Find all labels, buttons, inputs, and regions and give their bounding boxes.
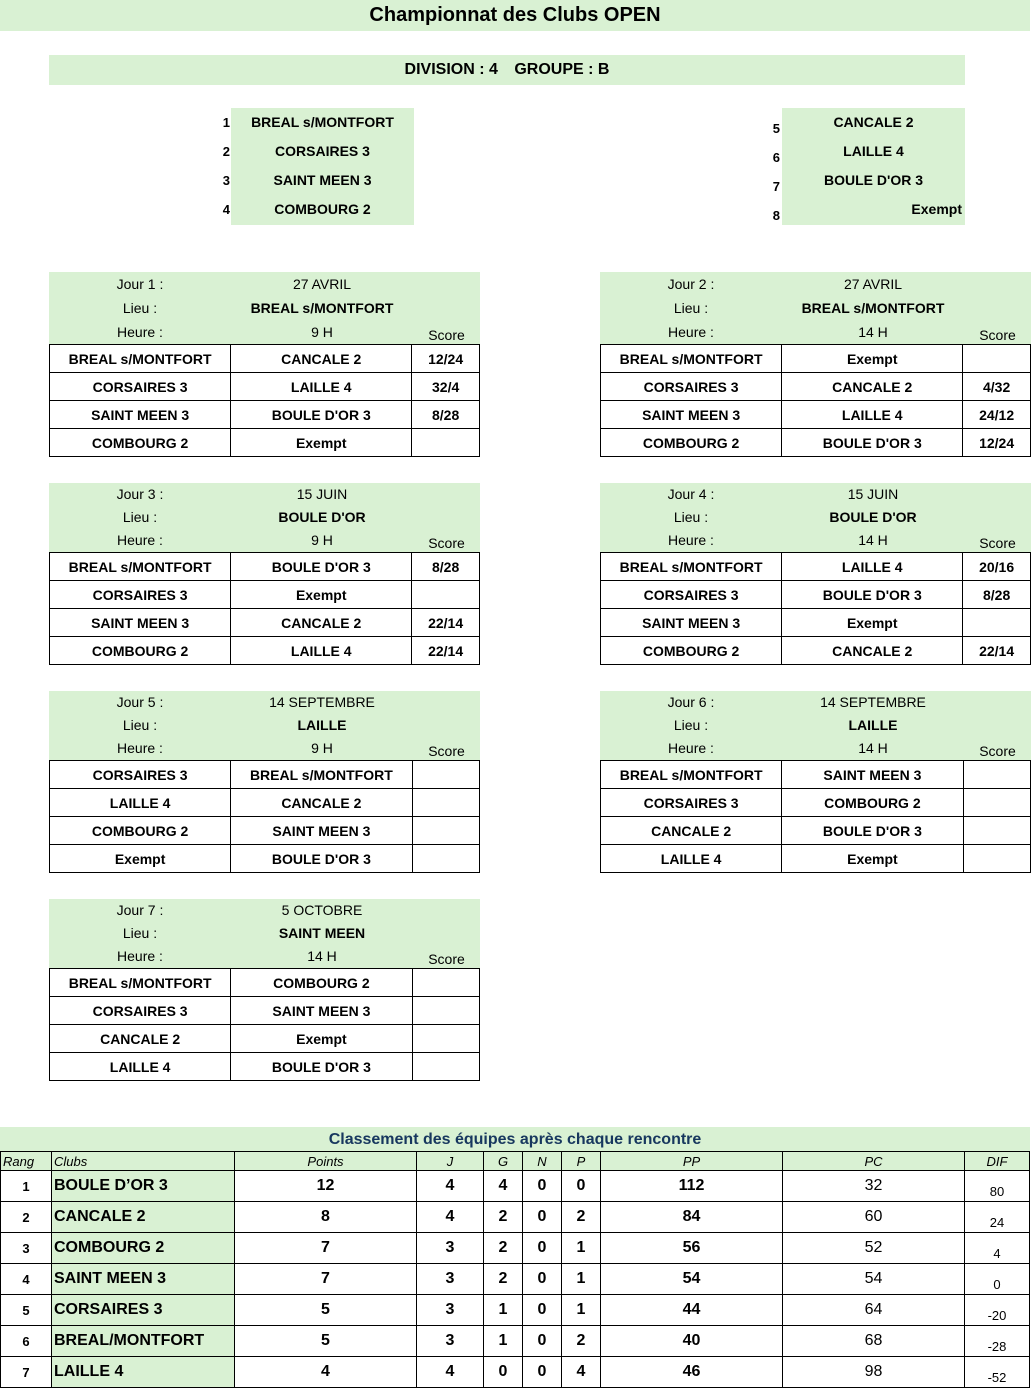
match-score: [412, 1053, 479, 1081]
day-date: 5 OCTOBRE: [281, 902, 363, 918]
team-number: 1: [222, 115, 230, 130]
heure-label: Heure :: [668, 532, 714, 548]
day-heure: 14 H: [858, 532, 888, 548]
points-for: 112: [601, 1171, 783, 1202]
day-label: Jour 4 :: [667, 486, 715, 502]
match-score: 12/24: [412, 345, 480, 373]
lost: 2: [562, 1326, 601, 1357]
points: 7: [235, 1233, 417, 1264]
day-header: [600, 272, 1031, 344]
match-table: [600, 344, 1031, 457]
away-team: LAILLE 4: [231, 637, 412, 665]
day-label: Jour 2 :: [667, 276, 715, 292]
away-team: CANCALE 2: [231, 789, 412, 817]
rank: 1: [1, 1171, 52, 1202]
match-row: [601, 373, 1031, 401]
groupe-label: GROUPE : B: [514, 61, 610, 78]
away-team: BOULE D'OR 3: [782, 817, 963, 845]
points-against: 32: [783, 1171, 965, 1202]
difference: -20: [965, 1295, 1030, 1326]
match-score: [963, 761, 1030, 789]
played: 3: [417, 1326, 484, 1357]
points: 8: [235, 1202, 417, 1233]
lieu-label: Lieu :: [673, 300, 709, 316]
match-row: [601, 817, 1031, 845]
score-label: Score: [428, 743, 465, 759]
day-heure: 9 H: [311, 324, 333, 340]
lost: 0: [562, 1171, 601, 1202]
match-row: [601, 609, 1031, 637]
team-name: CANCALE 2: [833, 114, 914, 130]
day-lieu: BOULE D'OR: [829, 509, 917, 525]
match-table: [49, 344, 480, 457]
match-row: [50, 761, 480, 789]
day-date: 27 AVRIL: [843, 276, 903, 292]
away-team: Exempt: [782, 845, 963, 873]
away-team: SAINT MEEN 3: [782, 761, 963, 789]
lost: 1: [562, 1295, 601, 1326]
away-team: CANCALE 2: [782, 373, 963, 401]
home-team: LAILLE 4: [601, 845, 782, 873]
away-team: LAILLE 4: [782, 401, 963, 429]
won: 0: [484, 1357, 523, 1388]
difference: 80: [965, 1171, 1030, 1202]
home-team: SAINT MEEN 3: [601, 609, 782, 637]
lieu-label: Lieu :: [122, 925, 158, 941]
score-label: Score: [428, 327, 465, 343]
match-score: [412, 789, 479, 817]
header-rang: Rang: [1, 1152, 52, 1171]
drawn: 0: [523, 1326, 562, 1357]
match-score: [963, 817, 1030, 845]
match-score: 4/32: [963, 373, 1031, 401]
drawn: 0: [523, 1295, 562, 1326]
match-table: [600, 760, 1031, 873]
team-number: 8: [772, 208, 780, 223]
match-row: [601, 637, 1031, 665]
played: 4: [417, 1202, 484, 1233]
played: 3: [417, 1264, 484, 1295]
away-team: CANCALE 2: [782, 637, 963, 665]
rank: 6: [1, 1326, 52, 1357]
home-team: CORSAIRES 3: [50, 581, 231, 609]
match-row: [601, 581, 1031, 609]
played: 3: [417, 1233, 484, 1264]
match-row: [601, 761, 1031, 789]
points-for: 46: [601, 1357, 783, 1388]
points-for: 84: [601, 1202, 783, 1233]
day-header: [49, 899, 480, 968]
heure-label: Heure :: [117, 532, 163, 548]
ranking-row: [1, 1295, 1030, 1326]
lieu-label: Lieu :: [122, 717, 158, 733]
club-name: CORSAIRES 3: [52, 1295, 235, 1326]
match-score: [412, 969, 479, 997]
home-team: CORSAIRES 3: [601, 373, 782, 401]
difference: 24: [965, 1202, 1030, 1233]
won: 2: [484, 1202, 523, 1233]
header-p: P: [562, 1152, 601, 1171]
team-number: 6: [772, 150, 780, 165]
won: 1: [484, 1295, 523, 1326]
heure-label: Heure :: [668, 740, 714, 756]
match-row: [50, 581, 480, 609]
away-team: Exempt: [231, 429, 412, 457]
match-row: [50, 429, 480, 457]
away-team: CANCALE 2: [231, 609, 412, 637]
lost: 4: [562, 1357, 601, 1388]
away-team: BREAL s/MONTFORT: [231, 761, 412, 789]
away-team: LAILLE 4: [231, 373, 412, 401]
won: 1: [484, 1326, 523, 1357]
day-lieu: BREAL s/MONTFORT: [250, 300, 394, 316]
points-for: 56: [601, 1233, 783, 1264]
team-name: Exempt: [911, 201, 962, 217]
match-table: [49, 760, 480, 873]
match-row: [601, 845, 1031, 873]
home-team: COMBOURG 2: [601, 429, 782, 457]
match-row: [601, 789, 1031, 817]
match-score: 20/16: [963, 553, 1031, 581]
match-score: 22/14: [412, 637, 480, 665]
drawn: 0: [523, 1171, 562, 1202]
team-number: 4: [222, 202, 230, 217]
header-pc: PC: [783, 1152, 965, 1171]
club-name: BOULE D’OR 3: [52, 1171, 235, 1202]
match-row: [50, 1053, 480, 1081]
home-team: BREAL s/MONTFORT: [50, 345, 231, 373]
won: 4: [484, 1171, 523, 1202]
match-row: [601, 429, 1031, 457]
header-pp: PP: [601, 1152, 783, 1171]
heure-label: Heure :: [668, 324, 714, 340]
home-team: BREAL s/MONTFORT: [50, 969, 231, 997]
home-team: BREAL s/MONTFORT: [50, 553, 231, 581]
match-score: 8/28: [412, 553, 480, 581]
played: 4: [417, 1357, 484, 1388]
day-header: [600, 691, 1031, 760]
points-for: 54: [601, 1264, 783, 1295]
away-team: SAINT MEEN 3: [231, 997, 412, 1025]
home-team: BREAL s/MONTFORT: [601, 761, 782, 789]
match-row: [50, 401, 480, 429]
club-name: COMBOURG 2: [52, 1233, 235, 1264]
home-team: BREAL s/MONTFORT: [601, 345, 782, 373]
home-team: CANCALE 2: [50, 1025, 231, 1053]
match-score: [412, 845, 479, 873]
match-row: [50, 373, 480, 401]
home-team: CORSAIRES 3: [601, 789, 782, 817]
match-row: [601, 401, 1031, 429]
drawn: 0: [523, 1357, 562, 1388]
home-team: CORSAIRES 3: [50, 761, 231, 789]
home-team: BREAL s/MONTFORT: [601, 553, 782, 581]
ranking-row: [1, 1171, 1030, 1202]
away-team: COMBOURG 2: [782, 789, 963, 817]
team-name: CORSAIRES 3: [275, 143, 370, 159]
score-label: Score: [979, 743, 1016, 759]
score-label: Score: [428, 535, 465, 551]
away-team: BOULE D'OR 3: [231, 553, 412, 581]
heure-label: Heure :: [117, 324, 163, 340]
match-score: [412, 997, 479, 1025]
match-score: [412, 1025, 479, 1053]
heure-label: Heure :: [117, 948, 163, 964]
match-row: [50, 845, 480, 873]
day-date: 15 JUIN: [296, 486, 348, 502]
match-score: 22/14: [412, 609, 480, 637]
drawn: 0: [523, 1264, 562, 1295]
match-score: [412, 429, 480, 457]
lieu-label: Lieu :: [122, 300, 158, 316]
match-row: [50, 817, 480, 845]
played: 4: [417, 1171, 484, 1202]
club-name: SAINT MEEN 3: [52, 1264, 235, 1295]
club-name: LAILLE 4: [52, 1357, 235, 1388]
points-against: 54: [783, 1264, 965, 1295]
difference: 0: [965, 1264, 1030, 1295]
day-header: [600, 483, 1031, 552]
match-row: [50, 789, 480, 817]
day-label: Jour 3 :: [116, 486, 164, 502]
day-lieu: LAILLE: [297, 717, 347, 733]
day-date: 15 JUIN: [847, 486, 899, 502]
home-team: Exempt: [50, 845, 231, 873]
match-table: [49, 968, 480, 1081]
day-header: [49, 483, 480, 552]
points-against: 52: [783, 1233, 965, 1264]
points: 4: [235, 1357, 417, 1388]
score-label: Score: [979, 327, 1016, 343]
points-for: 44: [601, 1295, 783, 1326]
match-score: 8/28: [412, 401, 480, 429]
team-name: LAILLE 4: [843, 143, 904, 159]
away-team: Exempt: [782, 609, 963, 637]
day-label: Jour 5 :: [116, 694, 164, 710]
match-score: [412, 761, 479, 789]
match-score: 8/28: [963, 581, 1031, 609]
away-team: BOULE D'OR 3: [231, 1053, 412, 1081]
match-row: [50, 969, 480, 997]
home-team: COMBOURG 2: [50, 429, 231, 457]
day-lieu: LAILLE: [848, 717, 898, 733]
match-row: [50, 1025, 480, 1053]
points: 5: [235, 1295, 417, 1326]
home-team: COMBOURG 2: [50, 817, 231, 845]
lieu-label: Lieu :: [122, 509, 158, 525]
header-dif: DIF: [965, 1152, 1030, 1171]
match-row: [50, 637, 480, 665]
header-clubs: Clubs: [52, 1152, 235, 1171]
home-team: LAILLE 4: [50, 1053, 231, 1081]
day-label: Jour 6 :: [667, 694, 715, 710]
team-name: BREAL s/MONTFORT: [251, 114, 394, 130]
home-team: SAINT MEEN 3: [601, 401, 782, 429]
club-name: BREAL/MONTFORT: [52, 1326, 235, 1357]
rank: 3: [1, 1233, 52, 1264]
day-heure: 14 H: [858, 740, 888, 756]
day-date: 27 AVRIL: [292, 276, 352, 292]
match-row: [50, 345, 480, 373]
day-heure: 14 H: [858, 324, 888, 340]
day-lieu: BREAL s/MONTFORT: [801, 300, 945, 316]
home-team: CANCALE 2: [601, 817, 782, 845]
ranking-table: [0, 1151, 1030, 1388]
header-points: Points: [235, 1152, 417, 1171]
match-row: [50, 997, 480, 1025]
home-team: CORSAIRES 3: [601, 581, 782, 609]
points: 7: [235, 1264, 417, 1295]
match-score: [963, 845, 1030, 873]
away-team: BOULE D'OR 3: [231, 401, 412, 429]
ranking-header-row: [1, 1152, 1030, 1171]
points-against: 98: [783, 1357, 965, 1388]
lost: 1: [562, 1233, 601, 1264]
match-row: [50, 609, 480, 637]
match-row: [601, 553, 1031, 581]
team-number: 3: [222, 173, 230, 188]
score-label: Score: [979, 535, 1016, 551]
match-score: 22/14: [963, 637, 1031, 665]
match-score: [412, 581, 480, 609]
match-score: [963, 609, 1031, 637]
day-lieu: SAINT MEEN: [278, 925, 366, 941]
team-number: 7: [772, 179, 780, 194]
match-score: [963, 345, 1031, 373]
away-team: Exempt: [231, 1025, 412, 1053]
score-label: Score: [428, 951, 465, 967]
away-team: BOULE D'OR 3: [782, 429, 963, 457]
won: 2: [484, 1264, 523, 1295]
away-team: SAINT MEEN 3: [231, 817, 412, 845]
match-score: 32/4: [412, 373, 480, 401]
points-against: 64: [783, 1295, 965, 1326]
points-for: 40: [601, 1326, 783, 1357]
away-team: COMBOURG 2: [231, 969, 412, 997]
team-name: BOULE D'OR 3: [823, 172, 923, 188]
home-team: CORSAIRES 3: [50, 373, 231, 401]
match-table: [49, 552, 480, 665]
home-team: COMBOURG 2: [50, 637, 231, 665]
points: 5: [235, 1326, 417, 1357]
match-score: 12/24: [963, 429, 1031, 457]
played: 3: [417, 1295, 484, 1326]
rank: 7: [1, 1357, 52, 1388]
day-label: Jour 1 :: [116, 276, 164, 292]
home-team: LAILLE 4: [50, 789, 231, 817]
points: 12: [235, 1171, 417, 1202]
ranking-row: [1, 1233, 1030, 1264]
team-number: 2: [222, 144, 230, 159]
team-name: SAINT MEEN 3: [273, 172, 372, 188]
rank: 4: [1, 1264, 52, 1295]
away-team: LAILLE 4: [782, 553, 963, 581]
lost: 2: [562, 1202, 601, 1233]
rank: 2: [1, 1202, 52, 1233]
ranking-title: Classement des équipes après chaque rencontre: [0, 1127, 1030, 1151]
header-j: J: [417, 1152, 484, 1171]
difference: 4: [965, 1233, 1030, 1264]
day-heure: 9 H: [311, 740, 333, 756]
lost: 1: [562, 1264, 601, 1295]
home-team: SAINT MEEN 3: [50, 401, 231, 429]
away-team: CANCALE 2: [231, 345, 412, 373]
points-against: 68: [783, 1326, 965, 1357]
away-team: BOULE D'OR 3: [231, 845, 412, 873]
day-heure: 14 H: [307, 948, 337, 964]
page-title: Championnat des Clubs OPEN: [0, 0, 1030, 31]
day-header: [49, 272, 480, 344]
division-label: DIVISION : 4: [404, 61, 498, 78]
away-team: Exempt: [782, 345, 963, 373]
match-score: 24/12: [963, 401, 1031, 429]
rank: 5: [1, 1295, 52, 1326]
day-lieu: BOULE D'OR: [278, 509, 366, 525]
club-name: CANCALE 2: [52, 1202, 235, 1233]
ranking-row: [1, 1264, 1030, 1295]
away-team: BOULE D'OR 3: [782, 581, 963, 609]
difference: -28: [965, 1326, 1030, 1357]
heure-label: Heure :: [117, 740, 163, 756]
match-row: [601, 345, 1031, 373]
day-heure: 9 H: [311, 532, 333, 548]
match-score: [412, 817, 479, 845]
day-header: [49, 691, 480, 760]
difference: -52: [965, 1357, 1030, 1388]
match-row: [50, 553, 480, 581]
home-team: SAINT MEEN 3: [50, 609, 231, 637]
points-against: 60: [783, 1202, 965, 1233]
away-team: Exempt: [231, 581, 412, 609]
lieu-label: Lieu :: [673, 509, 709, 525]
match-score: [963, 789, 1030, 817]
lieu-label: Lieu :: [673, 717, 709, 733]
team-number: 5: [772, 121, 780, 136]
match-table: [600, 552, 1031, 665]
won: 2: [484, 1233, 523, 1264]
home-team: COMBOURG 2: [601, 637, 782, 665]
drawn: 0: [523, 1202, 562, 1233]
team-name: COMBOURG 2: [274, 201, 371, 217]
day-label: Jour 7 :: [116, 902, 164, 918]
ranking-row: [1, 1357, 1030, 1388]
day-date: 14 SEPTEMBRE: [820, 694, 926, 710]
division-bar: [49, 55, 965, 85]
ranking-row: [1, 1202, 1030, 1233]
drawn: 0: [523, 1233, 562, 1264]
ranking-row: [1, 1326, 1030, 1357]
header-g: G: [484, 1152, 523, 1171]
home-team: CORSAIRES 3: [50, 997, 231, 1025]
day-date: 14 SEPTEMBRE: [269, 694, 375, 710]
header-n: N: [523, 1152, 562, 1171]
